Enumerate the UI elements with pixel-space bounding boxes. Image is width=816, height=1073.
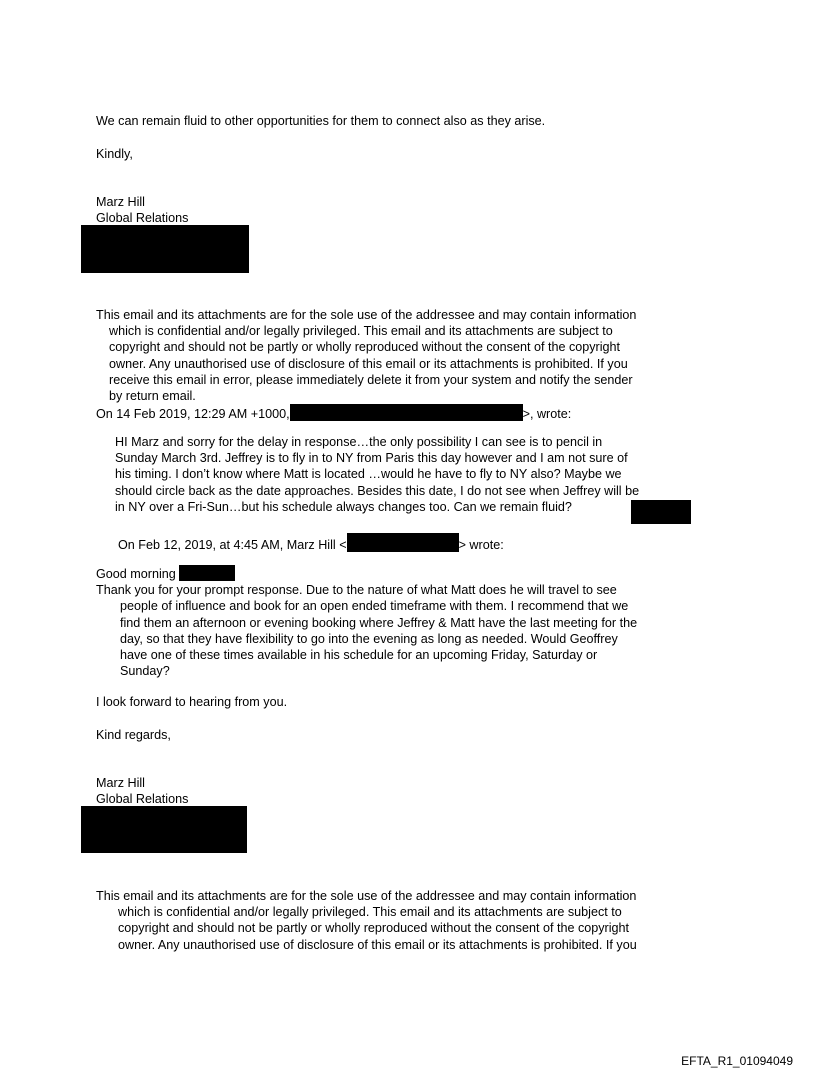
reply-header-prefix: On Feb 12, 2019, at 4:45 AM, Marz Hill < [118, 538, 347, 552]
sender-name: Marz Hill [96, 195, 145, 209]
quoted-line: should circle back as the date approaches. Besides this date, I do not see when Jeffrey will be [115, 483, 640, 498]
regards: Kind regards, [96, 728, 171, 742]
quoted-line: his timing. I don’t know where Matt is located …would he have to fly to NY also? Maybe we [115, 467, 622, 482]
quoted-line: HI Marz and sorry for the delay in response…the only possibility I can see is to pencil in [115, 435, 603, 449]
document-id: EFTA_R1_01094049 [681, 1054, 793, 1068]
disclaimer-line: which is confidential and/or legally privileged. This email and its attachments are subject to [109, 324, 613, 339]
disclaimer-line: This email and its attachments are for the sole use of the addressee and may contain information [96, 308, 637, 322]
disclaimer-line: receive this email in error, please immediately delete it from your system and notify the sender [109, 372, 633, 387]
greeting-text: Good morning [96, 567, 176, 581]
reply-header-suffix: > wrote: [458, 538, 504, 552]
message-line: day, so that they have flexibility to go into the evening as long as needed. Would Geoffrey [120, 631, 618, 646]
quoted-line [115, 499, 639, 515]
disclaimer-line: by return email. [109, 389, 196, 404]
greeting [96, 565, 637, 582]
reply-header [118, 533, 504, 553]
disclaimer-line: owner. Any unauthorised use of disclosure of this email or its attachments is prohibited. If you [109, 356, 628, 371]
reply-header-prefix: On 14 Feb 2019, 12:29 AM +1000, [96, 407, 290, 421]
message-line: find them an afternoon or evening booking where Jeffrey & Matt have the last meeting for the [120, 615, 638, 630]
reply-header-suffix: >, wrote: [522, 407, 572, 421]
redaction-block [179, 565, 235, 581]
disclaimer [96, 307, 716, 404]
sender-title: Global Relations [96, 211, 189, 225]
sender-name: Marz Hill [96, 776, 145, 790]
message-line: Sunday? [120, 664, 170, 679]
quoted-reply [115, 434, 639, 515]
redaction-block [290, 404, 523, 421]
disclaimer-line: which is confidential and/or legally privileged. This email and its attachments are subject to [118, 905, 622, 920]
quoted-line-text: in NY over a Fri-Sun…but his schedule always changes too. Can we remain fluid? [115, 499, 572, 514]
redaction-block [81, 806, 247, 853]
disclaimer [96, 888, 716, 953]
redaction-block [81, 225, 249, 273]
message-line: Thank you for your prompt response. Due to the nature of what Matt does he will travel to see [96, 583, 617, 598]
look-forward: I look forward to hearing from you. [96, 695, 288, 709]
disclaimer-line: copyright and should not be partly or wholly reproduced without the consent of the copyright [118, 921, 630, 936]
disclaimer-line: owner. Any unauthorised use of disclosure of this email or its attachments is prohibited. If you [118, 937, 637, 952]
redaction-block [347, 533, 459, 552]
message-line: people of influence and book for an open ended timeframe with them. I recommend that we [120, 599, 629, 614]
disclaimer-line: copyright and should not be partly or wholly reproduced without the consent of the copyright [109, 340, 621, 355]
quoted-line: Sunday March 3rd. Jeffrey is to fly in to NY from Paris this day however and I am not sure of [115, 451, 628, 466]
reply-header [96, 404, 571, 422]
sender-title: Global Relations [96, 792, 189, 806]
closing-remark: We can remain fluid to other opportunities for them to connect also as they arise. [96, 114, 546, 128]
sign-off: Kindly, [96, 147, 133, 161]
disclaimer-line: This email and its attachments are for the sole use of the addressee and may contain information [96, 889, 637, 903]
message-line: have one of these times available in his schedule for an upcoming Friday, Saturday or [120, 648, 598, 663]
redaction-block [631, 500, 691, 524]
original-message [96, 565, 637, 679]
